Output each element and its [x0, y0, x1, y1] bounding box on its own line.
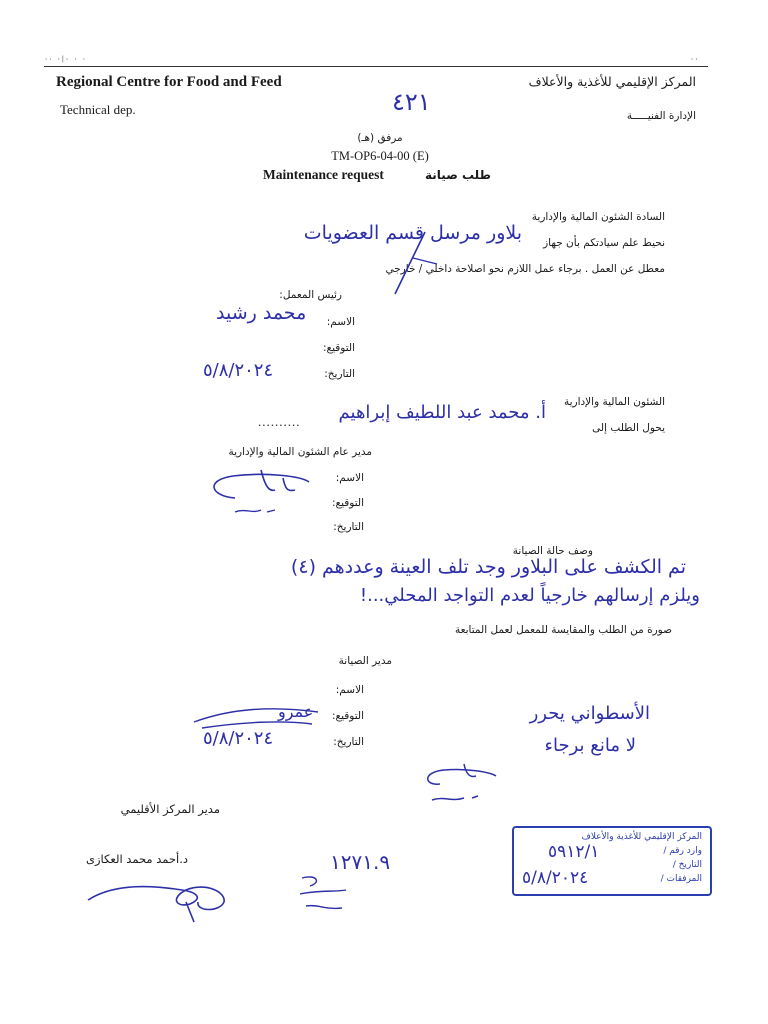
department-ar: الإدارة الفنيـــــة — [626, 110, 696, 122]
finance-general-manager-label: مدير عام الشئون المالية والإدارية — [228, 446, 372, 458]
out-of-service-label: معطل عن العمل . برجاء عمل اللازم نحو اصلاحة داخلي / خارجي — [385, 263, 665, 275]
maintenance-signature-label: التوقيع: — [331, 710, 364, 722]
lab-head-name-label: الاسم: — [326, 316, 355, 328]
maintenance-description-line1: تم الكشف على البلاور وجد تلف العينة وعددهم (٤) — [290, 556, 686, 578]
attachment-label: مرفق (هـ) — [357, 132, 403, 144]
handwritten-reference-number: ٤٢١ — [392, 88, 431, 116]
addressee-label: السادة الشئون المالية والإدارية — [531, 211, 665, 223]
side-note-line1: الأسطواني يحرر — [529, 703, 650, 724]
lab-head-signature-label: التوقيع: — [322, 342, 355, 354]
finance-name-label: الاسم: — [335, 472, 364, 484]
regional-director-name: د.أحمد محمد العكازى — [85, 852, 188, 866]
side-note-signature-mark — [420, 762, 500, 807]
lab-head-label: رئيس المعمل: — [279, 289, 342, 301]
forward-to-handwritten: أ. محمد عبد اللطيف إبراهيم — [338, 402, 546, 423]
regional-director-label: مدير المركز الأقليمي — [120, 802, 220, 816]
maintenance-description-label: وصف حالة الصيانة — [512, 545, 593, 557]
stamp-date-label: التاريخ / — [672, 860, 702, 870]
stamp-incoming-label: وارد رقم / — [663, 846, 702, 856]
side-note-line2: لا مانع برجاء — [544, 735, 636, 756]
lab-head-date-label: التاريخ: — [324, 368, 355, 380]
maintenance-description-line2: ويلزم إرسالهم خارجياً لعدم التواجد المحلي...! — [359, 585, 700, 606]
footer-initials-mark — [296, 868, 366, 920]
strike-through-mark — [385, 228, 445, 298]
department-en: Technical dep. — [60, 102, 136, 117]
lab-head-date-handwritten: ٥/٨/٢٠٢٤ — [203, 360, 274, 381]
stamp-date-handwritten: ٥/٨/٢٠٢٤ — [522, 868, 589, 888]
centre-title-ar: المركز الإقليمي للأغذية والأعلاف — [528, 74, 696, 89]
finance-admin-heading: الشئون المالية والإدارية — [563, 396, 665, 408]
finance-signature-label: التوقيع: — [331, 497, 364, 509]
header-small-left: ·· ·|· · · — [44, 56, 87, 64]
form-title-ar: طلب صيانة — [425, 168, 491, 182]
copy-note-label: صورة من الطلب والمقايسة للمعمل لعمل المتابعة — [454, 624, 672, 636]
stamp-attachments-label: المرفقات / — [660, 874, 702, 884]
forward-to-dots: .......... — [258, 414, 301, 429]
received-stamp — [512, 826, 712, 896]
maintenance-name-label: الاسم: — [335, 684, 364, 696]
lab-head-name-handwritten: محمد رشيد — [216, 302, 307, 324]
device-name-handwritten: بلاور مرسل قسم العضويات — [303, 222, 522, 244]
form-code: TM-OP6-04-00 (E) — [331, 149, 429, 163]
handwritten-code: ١٢٧١.٩ — [330, 850, 391, 874]
stamp-title: المركز الإقليمي للأغذية والأعلاف — [581, 832, 702, 842]
forward-to-label: يحول الطلب إلى — [592, 422, 665, 434]
device-notice-label: نحيط علم سيادتكم بأن جهاز — [543, 237, 665, 249]
maintenance-date-label: التاريخ: — [333, 736, 364, 748]
form-title-en: Maintenance request — [263, 167, 384, 182]
finance-signature-mark — [205, 468, 315, 518]
stamp-number-handwritten: ٥٩١٢/١ — [548, 842, 600, 862]
regional-director-signature-mark — [86, 872, 236, 924]
header-rule — [44, 66, 708, 67]
header-small-right: ·· — [690, 56, 699, 64]
centre-title-en: Regional Centre for Food and Feed — [56, 74, 282, 90]
maintenance-manager-label: مدير الصيانة — [338, 655, 392, 667]
finance-date-label: التاريخ: — [333, 521, 364, 533]
maintenance-signature-handwritten: عمرو — [278, 702, 314, 721]
maintenance-date-handwritten: ٥/٨/٢٠٢٤ — [203, 728, 274, 749]
